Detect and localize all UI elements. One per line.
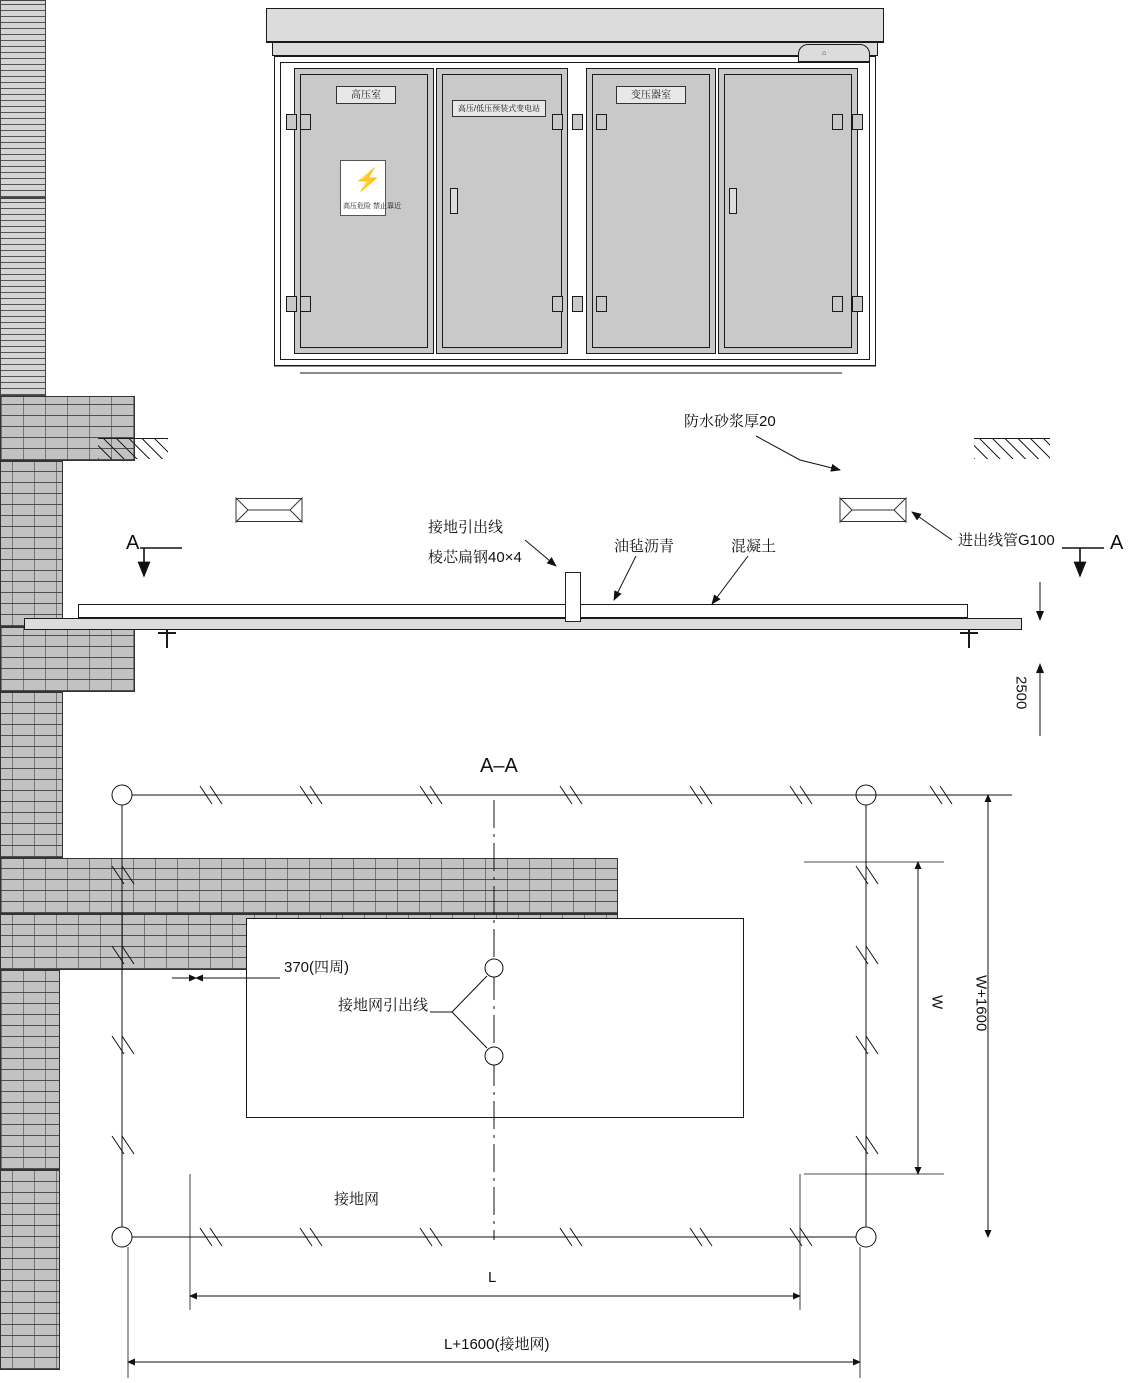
label-depth-2500: 2500 — [1012, 676, 1030, 710]
hinge-5b — [596, 296, 607, 312]
hinge-7a — [852, 114, 863, 130]
plan-wall-left — [0, 970, 60, 1170]
label-ground-net: 接地网 — [334, 1191, 380, 1208]
dim-label-l: L — [488, 1269, 497, 1286]
label-flat-steel: 棱芯扁钢40×4 — [428, 549, 522, 566]
hinge-4a — [572, 114, 583, 130]
hinge-3a — [552, 114, 563, 130]
plan-wall-top — [0, 858, 618, 914]
hinge-7b — [852, 296, 863, 312]
anchor-right-bar — [960, 632, 978, 634]
door-handle-2 — [450, 188, 458, 214]
warning-sign-text: 高压危险 禁止靠近 — [343, 203, 401, 210]
hinge-1b — [286, 296, 297, 312]
roof-vent-label: ⌂ — [822, 50, 827, 57]
anchor-left-bar — [158, 632, 176, 634]
ground-lead-steel — [565, 572, 581, 622]
label-waterproof-mortar: 防水砂浆厚20 — [684, 413, 776, 430]
roof-eave — [272, 42, 878, 56]
hinge-2a — [300, 114, 311, 130]
louver-vent-left — [0, 0, 46, 198]
hinge-2b — [300, 296, 311, 312]
dim-label-l-1600: L+1600(接地网) — [444, 1336, 550, 1353]
label-ground-lead-out: 接地引出线 — [428, 519, 504, 536]
label-wall-thickness: 370(四周) — [284, 959, 350, 976]
dim-label-w: W — [928, 995, 946, 1010]
door-handle-3 — [729, 188, 737, 214]
brick-pier-left-shaft — [0, 461, 63, 627]
hinge-6b — [832, 296, 843, 312]
label-inlet-outlet-conduit: 进出线管G100 — [958, 532, 1055, 549]
brick-pier-right-top — [0, 627, 135, 692]
hinge-4b — [572, 296, 583, 312]
tag-station-nameplate: 高压/低压预装式变电站 — [452, 100, 546, 117]
hinge-5a — [596, 114, 607, 130]
concrete-slab-bottom — [24, 618, 1022, 630]
plan-title: A–A — [480, 755, 518, 777]
cabinet-roof — [266, 8, 884, 42]
conduit-left — [236, 498, 302, 522]
section-mark-right-letter: A — [1110, 532, 1124, 554]
brick-pier-right-shaft — [0, 692, 63, 858]
tag-high-voltage-room: 高压室 — [336, 86, 396, 104]
label-ground-net-lead: 接地网引出线 — [338, 997, 429, 1014]
label-concrete: 混凝土 — [731, 538, 777, 555]
plan-wall-right — [0, 1170, 60, 1370]
plan-interior-outline — [246, 918, 744, 1118]
hinge-3b — [552, 296, 563, 312]
section-mark-left-letter: A — [126, 532, 140, 554]
hinge-1a — [286, 114, 297, 130]
hinge-6a — [832, 114, 843, 130]
label-asphalt-felt: 油毡沥青 — [614, 538, 675, 555]
louver-vent-right — [0, 198, 46, 396]
concrete-slab-top — [78, 604, 968, 618]
warning-bolt-icon: ⚡ — [354, 167, 382, 192]
dim-label-w-1600: W+1600 — [972, 975, 990, 1032]
ground-hatch-right — [974, 439, 1050, 459]
tag-transformer-room: 变压器室 — [616, 86, 686, 104]
roof-vent-hood — [798, 44, 870, 62]
door-panel-3-outline — [592, 74, 710, 348]
conduit-right — [840, 498, 906, 522]
ground-hatch-left — [98, 439, 168, 459]
